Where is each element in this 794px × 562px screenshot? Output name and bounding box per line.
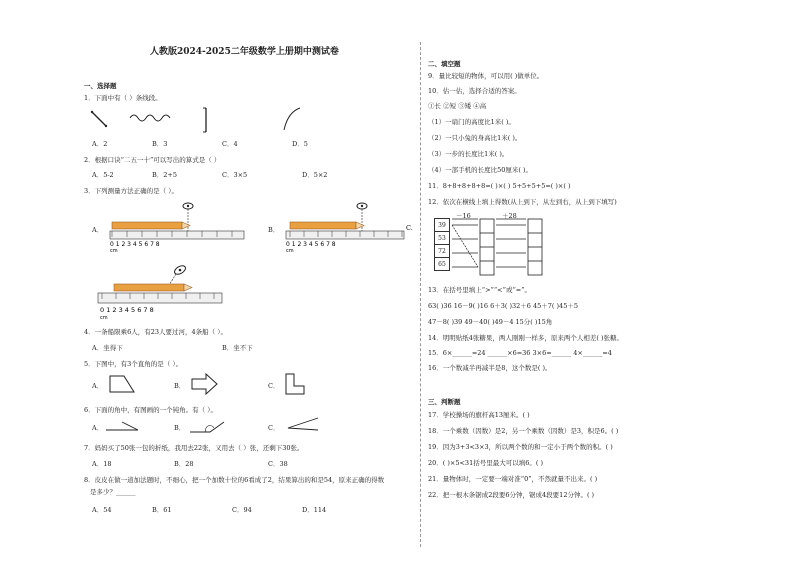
arrow-shape <box>190 372 220 396</box>
q6-option-a[interactable]: A． <box>92 424 104 432</box>
question-19: 19．因为3+3<3×3，所以两个数的和一定小于两个数的积。( ) <box>428 443 613 451</box>
q8-option-c[interactable]: C．94 <box>232 506 252 514</box>
svg-text:cm: cm <box>110 248 118 254</box>
q3-label-a[interactable]: A． <box>92 226 104 234</box>
q5-option-c[interactable]: C． <box>268 382 280 390</box>
q1-option-c[interactable]: C．4 <box>222 140 238 148</box>
question-7: 7．妈妈买了50张一包的折纸，我用去22张，又用去（ ）张，还剩下30张。 <box>84 444 304 452</box>
angle-b-icon <box>188 418 228 434</box>
q2-option-c[interactable]: C．3×5 <box>222 171 248 179</box>
question-8-line2: 是多少？______ <box>90 488 136 496</box>
svg-text:C.: C. <box>406 224 413 232</box>
page-title: 人教版2024-2025二年级数学上册期中测试卷 <box>150 47 339 57</box>
question-20: 20．( )×5<31括号里最大可以填6。( ) <box>428 459 543 467</box>
q12-flow-arrows <box>452 216 562 280</box>
question-21: 21．量物体时，一定要一端对准“0”，不然就量不出来。( ) <box>428 475 598 483</box>
q12-op-1: －16 <box>456 212 471 220</box>
q1-option-b[interactable]: B．3 <box>152 140 168 148</box>
q5-option-a[interactable]: A． <box>92 382 104 390</box>
q10-item-1: （1）一扇门的高度比1米( )。 <box>428 118 515 126</box>
question-17: 17．学校操场的旗杆高13厘米。( ) <box>428 411 530 419</box>
q12-start-2: 53 <box>435 232 450 245</box>
q7-option-c[interactable]: C．38 <box>268 460 288 468</box>
q12-op-2: ＋28 <box>502 212 517 220</box>
question-18: 18．一个乘数（因数）是2，另一个乘数（因数）是3，积是6。( ) <box>428 427 619 435</box>
svg-text:cm: cm <box>100 315 108 321</box>
q4-option-b[interactable]: B．坐不下 <box>222 344 253 352</box>
q1-figures <box>84 106 424 136</box>
question-11: 11．8+8+8+8+8=( )×( ) 5+5+5+5=( )×( ) <box>428 182 571 190</box>
q7-option-b[interactable]: B．28 <box>174 460 194 468</box>
ruler-a-figure <box>108 200 248 252</box>
ruler-b-figure <box>280 200 420 252</box>
q13-row-2: 47－8( )39 49－40( )49－4 15分( )15角 <box>428 318 553 326</box>
question-16: 16．一个数减半再减半是8，这个数是( )。 <box>428 364 552 372</box>
section-fill-heading: 二、填空题 <box>428 60 461 68</box>
ruler-c-figure <box>96 262 236 322</box>
q12-start-4: 65 <box>435 258 450 271</box>
q3-label-b[interactable]: B． <box>268 226 280 234</box>
svg-text:0 1 2 3 4 5 6 7 8: 0 1 2 3 4 5 6 7 8 <box>100 306 154 314</box>
question-14: 14．明明贴纸4张糖果，两人刚刚一样多，原来两个人相差( )张糖。 <box>428 334 624 342</box>
q10-item-4: （4）一部手机的长度比50厘米( )。 <box>428 166 533 174</box>
svg-text:cm: cm <box>286 248 294 254</box>
section-judge-heading: 三、判断题 <box>428 398 461 406</box>
angle-c-icon <box>282 416 322 432</box>
question-22: 22．把一根木条锯成2段要6分钟，锯成4段要12分钟。( ) <box>428 491 595 499</box>
question-8-line1: 8．皮皮在做一道加法题时，不细心，把一个加数十位的6看成了2，结果算出的和是54，原来正确的得数 <box>84 476 385 484</box>
question-6: 6．下面的角中，有图画的一个钝角。有（ ）。 <box>84 406 217 414</box>
question-2: 2．根据口诀“二五一十”可以写出的算式是（ ） <box>84 156 221 164</box>
q4-option-a[interactable]: A．坐得下 <box>92 344 123 352</box>
q5-option-b[interactable]: B． <box>174 382 186 390</box>
q7-option-a[interactable]: A．18 <box>92 460 112 468</box>
svg-text:0 1 2 3 4 5 6 7 8: 0 1 2 3 4 5 6 7 8 <box>286 241 336 248</box>
question-1: 1．下面中有（ ）条线段。 <box>84 94 162 102</box>
q8-option-d[interactable]: D．114 <box>302 506 327 514</box>
question-10: 10．估一估，选择合适的答案。 <box>428 87 521 95</box>
svg-text:0 1 2 3 4 5 6 7 8: 0 1 2 3 4 5 6 7 8 <box>110 241 160 248</box>
question-12: 12．依次在横线上填上得数(从上到下，从左到右，从上到下填写) <box>428 198 617 206</box>
question-9: 9．量比较短的物体，可以用( )做单位。 <box>428 72 544 80</box>
angle-a-icon <box>104 418 144 434</box>
q10-choices: ①长 ②短 ③矮 ④高 <box>428 102 487 110</box>
q1-option-d[interactable]: D．5 <box>292 140 308 148</box>
q13-row-1: 63( )36 16－9( )16 6＋3( )32＋6 45＋7( )45＋5 <box>428 302 578 310</box>
question-13: 13．在括号里填上“>”“<”或“=”。 <box>428 286 532 294</box>
question-15: 15．6×______=24 ______×6=36 3×6=______ 4×______=4 <box>428 349 612 357</box>
q12-start-column <box>434 218 450 271</box>
q10-item-2: （2）一只小兔的身高比1米( )。 <box>428 134 522 142</box>
q12-start-3: 72 <box>435 245 450 258</box>
q10-item-3: （3）一步的长度比1米( )。 <box>428 150 509 158</box>
q6-option-b[interactable]: B． <box>174 424 186 432</box>
q2-option-a[interactable]: A．5-2 <box>92 171 114 179</box>
q8-option-b[interactable]: B．61 <box>152 506 172 514</box>
q2-option-b[interactable]: B．2+5 <box>152 171 177 179</box>
question-5: 5．下图中，有3个直角的是（ ）。 <box>84 360 183 368</box>
question-3: 3．下列测量方法正确的是（ ）。 <box>84 187 178 195</box>
l-shape <box>282 372 312 396</box>
q1-option-a[interactable]: A．2 <box>92 140 108 148</box>
q8-option-a[interactable]: A．54 <box>92 506 112 514</box>
trapezoid-shape <box>108 374 138 394</box>
q6-option-c[interactable]: C． <box>268 424 280 432</box>
q2-option-d[interactable]: D．5×2 <box>302 171 328 179</box>
question-4: 4．一条船限乘6人，有23人要过河，4条船（ ）。 <box>84 328 227 336</box>
q12-start-1: 39 <box>435 219 450 232</box>
section-choice-heading: 一、选择题 <box>84 82 117 90</box>
